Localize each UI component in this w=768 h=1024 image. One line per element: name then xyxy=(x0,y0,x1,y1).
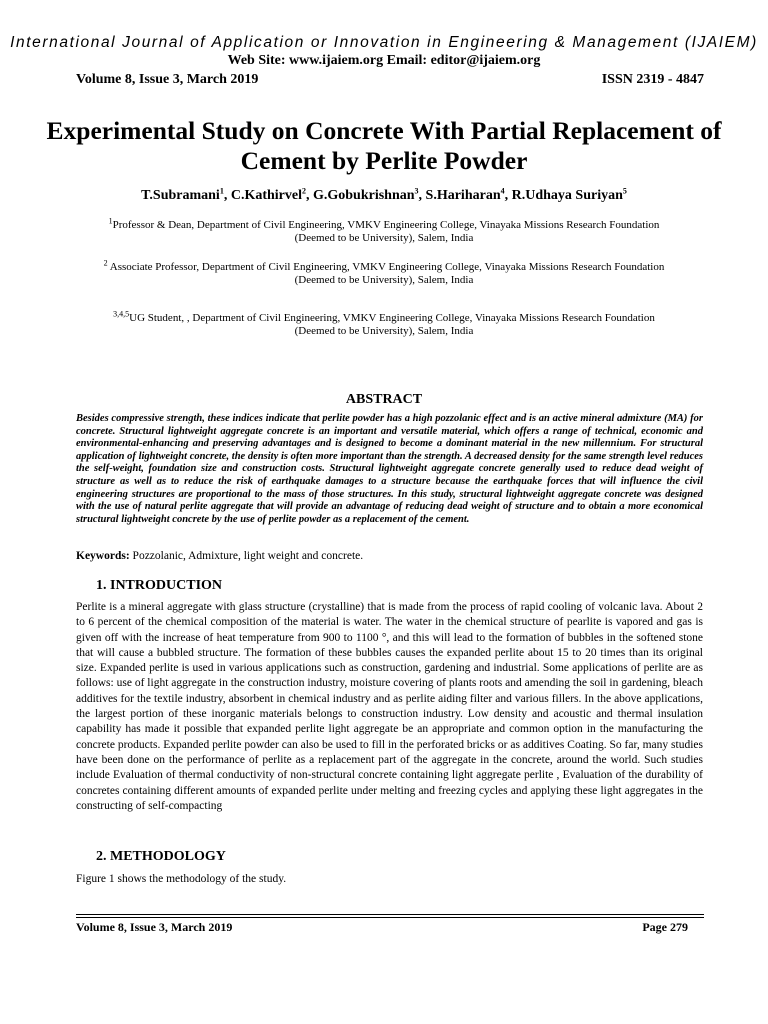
author-name: R.Udhaya Suriyan xyxy=(511,188,623,203)
affiliation-sup: 2 xyxy=(103,258,108,268)
footer-rule xyxy=(76,914,704,915)
keywords-label: Keywords: xyxy=(76,550,130,562)
affiliation-2 xyxy=(76,258,692,287)
header-volume: Volume 8, Issue 3, March 2019 xyxy=(76,72,259,87)
affiliation-3 xyxy=(76,309,692,338)
section-heading-introduction: 1. INTRODUCTION xyxy=(96,578,223,593)
author-sup: 5 xyxy=(622,186,627,196)
abstract-heading: ABSTRACT xyxy=(345,392,423,407)
section-heading-methodology: 2. METHODOLOGY xyxy=(96,849,226,864)
author-sup: 1 xyxy=(219,186,224,196)
affiliation-line2: (Deemed to be University), Salem, India xyxy=(294,274,474,286)
affiliation-line2: (Deemed to be University), Salem, India xyxy=(294,232,474,244)
footer-volume: Volume 8, Issue 3, March 2019 xyxy=(76,920,233,934)
journal-website-email: Web Site: www.ijaiem.org Email: editor@ijaiem.org xyxy=(227,53,541,68)
keywords-text: Pozzolanic, Admixture, light weight and concrete. xyxy=(129,550,364,562)
footer-rule xyxy=(76,917,704,918)
page-footer xyxy=(76,920,688,935)
keywords xyxy=(76,550,703,563)
header-volume-line xyxy=(76,72,704,88)
author-name: G.Gobukrishnan xyxy=(312,188,415,203)
affiliation-text: Associate Professor, Department of Civil Engineering, VMKV Engineering College, Vinayaka Missions Research Foundation xyxy=(107,261,665,273)
footer-page-number: Page 279 xyxy=(642,920,688,934)
paper-title: Experimental Study on Concrete With Partial Replacement of Cement by Perlite Powder xyxy=(46,116,722,175)
affiliation-sup: 3,4,5 xyxy=(113,309,130,319)
author-list: T.Subramani$^1$, C.Kathirvel$^2$, G.Gobukrishnan$^3$, S.Hariharan$^4$, R.Udhaya Suriyan$^5$ xyxy=(141,186,627,203)
affiliation-sup: 1 xyxy=(108,216,113,226)
introduction-text: Perlite is a mineral aggregate with glass structure (crystalline) that is made from the process of rapid cooling of volcanic lava. About 2 to 6 percent of the chemical composition of the material is water. The water in the chemical structure of pearlite is vapored and gas is given off with the increase of heat temperature from 900 to 1100 °, and this will lead to the formation of bubbles in the softened stone that will cause a bubbled structure. The formation of these bubbles causes the expanded perlite about 15 to 20 times than its original size. Expanded perlite is used in various applications such as construction, gardening and industrial. Some applications of perlite are as follows: use of light aggregate in the construction industry, moisture covering of plants roots and amending the soil in gardening, bleach additives for the textile industry, absorbent in chemical industry and as perlite aiding filter and various fillers. In the above applications, the largest portion of these inorganic materials belongs to construction industry. Low density and acoustic and thermal insulation capability has made it possible that expanded perlite light aggregate be an appropriate and common option in the manufacturing the concrete products. Expanded perlite powder can also be used to fill in the perforated bricks or as additives Coating. So far, many studies have been done on the performance of perlite as a replacement part of the aggregate in the concrete, around the world. Such studies include Evaluation of thermal conductivity of non-structural concrete containing light aggregate perlite , Evaluation of the durability of concretes containing different amounts of expanded perlite under melting and freezing cycles and applying these light aggregates in the constructing of self-compacting xyxy=(76,601,703,812)
affiliation-text: Professor & Dean, Department of Civil Engineering, VMKV Engineering College, Vinayaka Missions Research Foundation xyxy=(112,219,660,231)
affiliation-1 xyxy=(76,216,692,245)
header-issn: ISSN 2319 - 4847 xyxy=(601,72,704,87)
author-name: S.Hariharan xyxy=(425,188,501,203)
abstract-text: Besides compressive strength, these indices indicate that perlite powder has a high pozzolanic effect and is an active mineral admixture (MA) for concrete. Structural lightweight aggregate concrete is an important and versatile material, which offers a range of technical, economic and environmental-enhancing and preserving advantages and is designed to become a dominant material in the new millennium. For structural application of lightweight concrete, the density is often more important than the strength. A decreased density for the same strength level reduces the self-weight, foundation size and construction costs. Structural lightweight aggregate concrete generally used to reduce dead weight of structure as well as to reduce the risk of earthquake damages to a structure because the earthquake forces that will influence the civil engineering structures are proportional to the mass of those structures. In this study, structural lightweight aggregate concrete was designed with the use of natural perlite aggregate that will provide an advantage of reducing dead weight of structure and to obtain a more economical structural lightweight concrete by the use of perlite powder as a replacement of the cement. xyxy=(76,413,703,525)
affiliation-text: UG Student, , Department of Civil Engineering, VMKV Engineering College, Vinayaka Missions Research Foundation xyxy=(129,312,655,324)
author-sup: 3 xyxy=(414,186,419,196)
journal-name: International Journal of Application or Innovation in Engineering & Management (IJAIEM) xyxy=(10,34,758,51)
author-sup: 2 xyxy=(301,186,306,196)
author-sup: 4 xyxy=(500,186,505,196)
affiliation-line2: (Deemed to be University), Salem, India xyxy=(294,325,474,337)
author-name: C.Kathirvel xyxy=(230,188,302,203)
methodology-text: Figure 1 shows the methodology of the study. xyxy=(76,873,287,885)
author-name: T.Subramani xyxy=(141,188,220,203)
